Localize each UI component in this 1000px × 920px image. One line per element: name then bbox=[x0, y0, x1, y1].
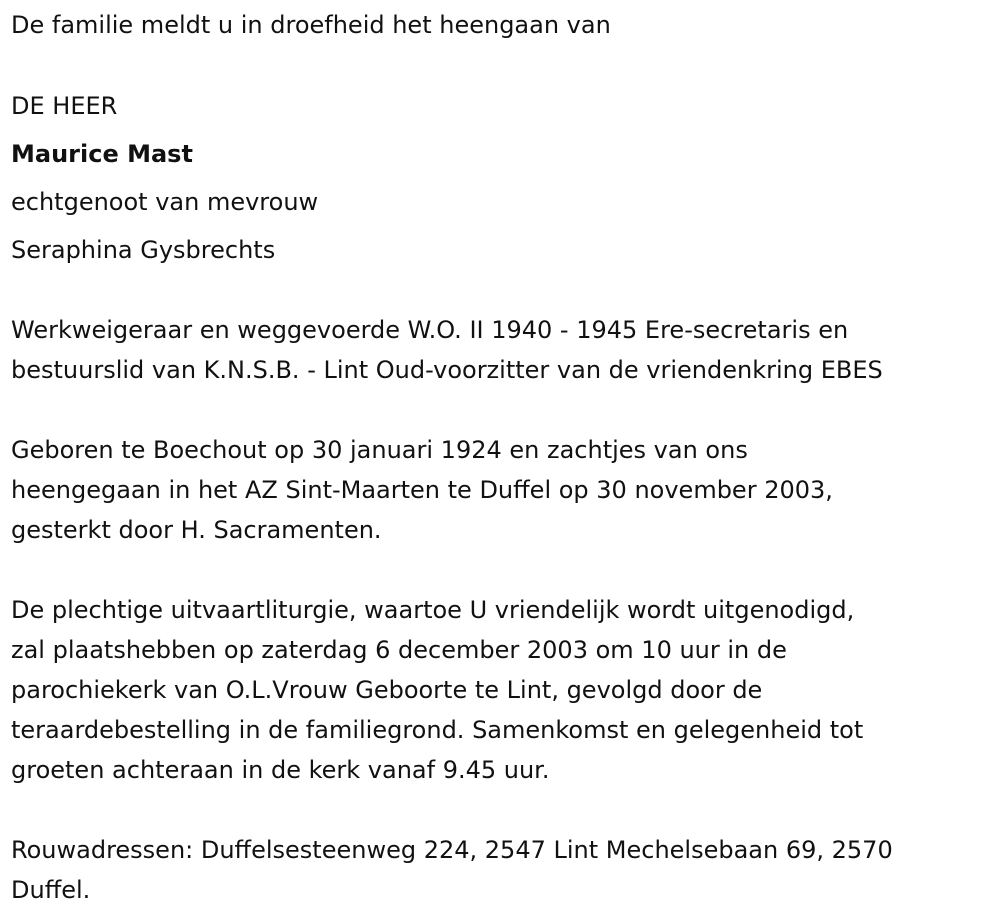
paragraph-line: Duffel. bbox=[11, 876, 91, 904]
birth-paragraph bbox=[11, 430, 986, 550]
paragraph-line: parochiekerk van O.L.Vrouw Geboorte te Lint, gevolgd door de bbox=[11, 676, 763, 704]
paragraph-line: gesterkt door H. Sacramenten. bbox=[11, 516, 382, 544]
roles-paragraph bbox=[11, 310, 986, 390]
intro-text: De familie meldt u in droefheid het heengaan van bbox=[11, 11, 611, 39]
funeral-paragraph bbox=[11, 590, 986, 790]
paragraph-line: Rouwadressen: Duffelsesteenweg 224, 2547 Lint Mechelsebaan 69, 2570 bbox=[11, 836, 893, 864]
paragraph-line: Geboren te Boechout op 30 januari 1924 en zachtjes van ons bbox=[11, 436, 748, 464]
paragraph-line: groeten achteraan in de kerk vanaf 9.45 uur. bbox=[11, 756, 550, 784]
deceased-name: Maurice Mast bbox=[11, 140, 193, 168]
paragraph-line: heengegaan in het AZ Sint-Maarten te Duffel op 30 november 2003, bbox=[11, 476, 833, 504]
addresses-paragraph bbox=[11, 830, 986, 910]
spouse-name: Seraphina Gysbrechts bbox=[11, 236, 276, 264]
paragraph-line: bestuurslid van K.N.S.B. - Lint Oud-voorzitter van de vriendenkring EBES bbox=[11, 356, 883, 384]
paragraph-line: zal plaatshebben op zaterdag 6 december 2003 om 10 uur in de bbox=[11, 636, 787, 664]
title-prefix: DE HEER bbox=[11, 92, 118, 120]
paragraph-line: teraardebestelling in de familiegrond. Samenkomst en gelegenheid tot bbox=[11, 716, 864, 744]
paragraph-line: De plechtige uitvaartliturgie, waartoe U vriendelijk wordt uitgenodigd, bbox=[11, 596, 855, 624]
spouse-label: echtgenoot van mevrouw bbox=[11, 188, 319, 216]
paragraph-line: Werkweigeraar en weggevoerde W.O. II 1940 - 1945 Ere-secretaris en bbox=[11, 316, 849, 344]
